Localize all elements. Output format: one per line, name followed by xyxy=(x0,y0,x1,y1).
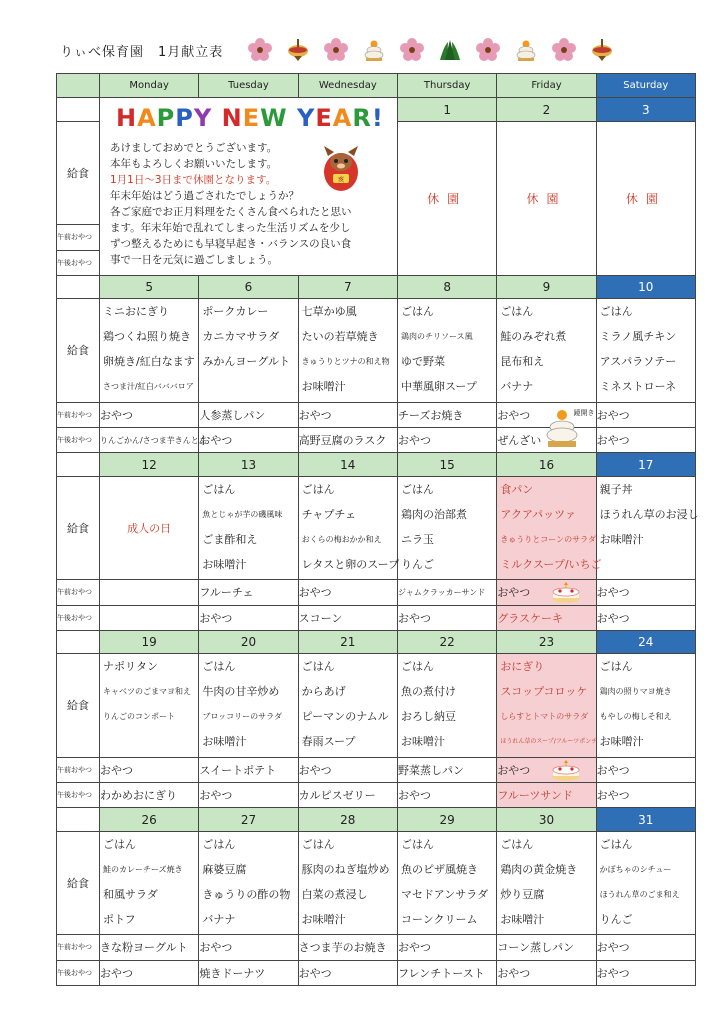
menu-item: お味噌汁 xyxy=(202,735,247,749)
birthday-cake-icon xyxy=(550,582,582,604)
new-year-greeting xyxy=(100,98,398,276)
bamboo-icon xyxy=(438,38,462,62)
am-snack: おやつ xyxy=(199,935,298,960)
date-number: 6 xyxy=(199,275,298,298)
menu-item: バナナ xyxy=(202,912,236,926)
am-snack: フルーチェ xyxy=(199,580,298,605)
menu-item: ほうれん草のごま和え xyxy=(599,889,680,899)
menu-item xyxy=(597,552,695,577)
menu-item xyxy=(100,729,198,754)
kagami-label: 鏡開き xyxy=(573,408,595,417)
menu-item: お味噌汁 xyxy=(301,380,346,394)
menu-item: ミネストローネ xyxy=(599,380,677,394)
menu-item: ごはん xyxy=(103,837,136,851)
flower-icon xyxy=(552,38,576,62)
am-snack: おやつ xyxy=(298,757,397,782)
row-label-pm-snack: 午後おやつ xyxy=(57,428,100,453)
date-number: 13 xyxy=(199,453,298,476)
date-number: 3 xyxy=(596,98,695,121)
day-header: Tuesday xyxy=(199,74,298,98)
menu-item: コーンクリーム xyxy=(400,912,478,926)
am-snack: おやつ xyxy=(596,402,695,427)
date-number: 19 xyxy=(100,630,199,653)
menu-item: ごはん xyxy=(599,660,633,674)
date-number: 26 xyxy=(100,808,199,831)
menu-item: りんご xyxy=(599,912,633,926)
am-snack: チーズお焼き xyxy=(397,402,496,427)
lunch-cell xyxy=(497,476,602,579)
am-snack: おやつ xyxy=(497,408,531,422)
pm-snack: カルピスゼリー xyxy=(298,783,397,808)
pm-snack: おやつ xyxy=(596,605,695,630)
pm-snack: おやつ xyxy=(199,605,298,630)
menu-item: 卵焼き/紅白なます xyxy=(103,355,195,369)
menu-item: かぼちゃのシチュー xyxy=(599,864,672,874)
date-number: 28 xyxy=(298,808,397,831)
date-number: 7 xyxy=(298,275,397,298)
menu-item: 鶏肉の照りマヨ焼き xyxy=(599,687,672,697)
menu-item: ポークカレー xyxy=(202,305,269,319)
menu-item: ごま酢和え xyxy=(202,532,258,546)
menu-item: ごはん xyxy=(301,482,335,496)
date-number: 30 xyxy=(497,808,596,831)
top-icon xyxy=(286,38,310,62)
row-label-am-snack: 午前おやつ xyxy=(57,402,100,427)
pm-snack: ぜんざい xyxy=(497,428,596,453)
day-header: Monday xyxy=(100,74,199,98)
date-number: 10 xyxy=(596,275,695,298)
pm-snack: フレンチトースト xyxy=(397,960,496,985)
corner-cell xyxy=(57,74,100,98)
pm-snack xyxy=(100,605,199,630)
page-title: りぃべ保育園 1月献立表 xyxy=(60,45,224,60)
am-snack: おやつ xyxy=(397,935,496,960)
menu-item xyxy=(199,374,297,399)
date-number: 8 xyxy=(397,275,496,298)
date-number: 20 xyxy=(199,630,298,653)
menu-item: ごはん xyxy=(599,837,633,851)
date-row xyxy=(57,630,696,653)
am-snack: おやつ xyxy=(298,580,397,605)
row-label-pm-snack: 午後おやつ xyxy=(57,960,100,985)
am-snack: おやつ xyxy=(100,757,199,782)
lunch-cell xyxy=(100,831,199,934)
menu-item: お味噌汁 xyxy=(500,912,545,926)
am-snack-cell xyxy=(497,580,596,605)
lunch-cell xyxy=(596,476,699,579)
date-number: 27 xyxy=(199,808,298,831)
date-number: 2 xyxy=(497,98,596,121)
row-label-am-snack: 午前おやつ xyxy=(57,225,100,250)
greeting-title: HAPPY NEW YEAR! xyxy=(116,104,384,133)
menu-item: ごはん xyxy=(301,837,335,851)
lunch-cell xyxy=(596,831,695,934)
pm-snack: 焼きドーナツ xyxy=(199,960,298,985)
row-label-pm-snack: 午後おやつ xyxy=(57,250,100,275)
menu-item: 豚肉のねぎ塩炒め xyxy=(301,862,390,876)
day-header: Friday xyxy=(497,74,596,98)
mascot-label: 亥 xyxy=(337,175,345,184)
menu-item: チャプチェ xyxy=(301,507,356,521)
lunch-cell xyxy=(397,831,496,934)
menu-item: たいの若草焼き xyxy=(301,330,379,344)
menu-item: ごはん xyxy=(400,305,434,319)
date-number: 14 xyxy=(298,453,397,476)
holiday-label: 休園 xyxy=(397,121,496,275)
pm-snack: おやつ xyxy=(397,783,496,808)
lunch-cell xyxy=(497,299,596,402)
lunch-cell xyxy=(298,476,400,579)
menu-item: 麻婆豆腐 xyxy=(202,862,247,876)
kagami-mochi-icon xyxy=(362,38,386,62)
menu-item: ごはん xyxy=(202,482,236,496)
holiday-label: 休園 xyxy=(596,121,695,275)
row-label-pm-snack: 午後おやつ xyxy=(57,605,100,630)
menu-item: ごはん xyxy=(400,837,434,851)
menu-item: おにぎり xyxy=(500,660,545,674)
lunch-cell xyxy=(199,299,298,402)
row-label-lunch: 給食 xyxy=(57,299,100,402)
menu-item: ニラ玉 xyxy=(400,532,434,546)
row-label-lunch: 給食 xyxy=(57,654,100,757)
menu-item: 中華風卵スープ xyxy=(400,380,477,394)
menu-item: もやしの梅しそ和え xyxy=(599,712,672,722)
menu-item: ごはん xyxy=(202,660,236,674)
menu-item: バナナ xyxy=(500,380,534,394)
row-label-lunch: 給食 xyxy=(57,831,100,934)
lunch-cell xyxy=(199,476,298,579)
menu-item: 和風サラダ xyxy=(103,887,158,901)
row-label-lunch: 給食 xyxy=(57,476,100,579)
menu-item: きゅうりの酢の物 xyxy=(202,887,291,901)
am-snack: おやつ xyxy=(100,402,199,427)
menu-item: ミラノ風チキン xyxy=(599,330,677,344)
pm-snack: おやつ xyxy=(199,783,298,808)
menu-calendar xyxy=(56,73,699,986)
menu-item: 鶏つくね照り焼き xyxy=(103,330,191,344)
menu-item: きゅうりとツナの和え物 xyxy=(301,357,390,367)
lunch-cell xyxy=(497,831,596,934)
pm-snack: 高野豆腐のラスク xyxy=(298,428,397,453)
menu-item: 炒り豆腐 xyxy=(500,887,545,901)
pm-snack: おやつ xyxy=(199,428,298,453)
am-snack: おやつ xyxy=(298,402,397,427)
menu-item: お味噌汁 xyxy=(301,912,346,926)
menu-item: ごはん xyxy=(500,305,534,319)
flower-icon xyxy=(324,38,348,62)
am-snack: スイートポテト xyxy=(199,757,298,782)
pm-snack: おやつ xyxy=(397,428,496,453)
menu-item: ごはん xyxy=(202,837,236,851)
menu-item: きゅうりとコーンのサラダ xyxy=(500,534,597,544)
menu-item: ほうれん草のお浸し xyxy=(599,507,699,521)
date-number: 1 xyxy=(397,98,496,121)
date-number: 24 xyxy=(596,630,695,653)
pm-snack: おやつ xyxy=(596,960,695,985)
top-icon xyxy=(590,38,614,62)
pm-snack: おやつ xyxy=(298,960,397,985)
lunch-cell xyxy=(397,299,496,402)
date-row xyxy=(57,275,696,298)
row-label-am-snack: 午前おやつ xyxy=(57,935,100,960)
birthday-cake-icon xyxy=(550,760,582,782)
menu-item: 魚のピザ風焼き xyxy=(400,862,478,876)
menu-item: 鮭のカレーチーズ焼き xyxy=(103,864,183,874)
date-number: 21 xyxy=(298,630,397,653)
day-header-row xyxy=(57,74,696,98)
menu-item: しらすとトマトのサラダ xyxy=(500,712,589,722)
date-number: 5 xyxy=(100,275,199,298)
am-snack: おやつ xyxy=(596,935,695,960)
lunch-cell xyxy=(298,654,397,757)
boar-daruma-icon xyxy=(320,144,362,192)
menu-item: ピーマンのナムル xyxy=(301,710,389,724)
menu-item: 魚の煮付け xyxy=(400,685,456,699)
lunch-cell xyxy=(199,654,298,757)
menu-item: ブロッコリーのサラダ xyxy=(202,712,283,722)
pm-snack: おやつ xyxy=(596,783,695,808)
menu-item: 鶏肉の治部煮 xyxy=(400,507,467,521)
row-label-lunch: 給食 xyxy=(57,121,100,224)
menu-item: 牛肉の甘辛炒め xyxy=(202,685,280,699)
row-label-am-snack: 午前おやつ xyxy=(57,580,100,605)
flower-icon xyxy=(476,38,500,62)
menu-item: ほうれん草のスープ/フルーツポンチ xyxy=(500,738,598,746)
am-snack: ジャムクラッカーサンド xyxy=(397,580,496,605)
date-number: 29 xyxy=(397,808,496,831)
menu-item: 七草かゆ風 xyxy=(301,305,357,319)
menu-item: 春雨スープ xyxy=(301,735,356,749)
menu-item: アスパラソテー xyxy=(599,355,677,369)
menu-item: 白菜の煮浸し xyxy=(301,887,368,901)
pm-snack: スコーン xyxy=(298,605,397,630)
menu-item: さつま汁/紅白バババロア xyxy=(103,382,194,392)
lunch-cell xyxy=(100,654,199,757)
menu-item: カニカマサラダ xyxy=(202,330,280,344)
date-number: 31 xyxy=(596,808,695,831)
am-snack: さつま芋のお焼き xyxy=(298,935,397,960)
menu-item: 鶏肉の黄金焼き xyxy=(500,862,578,876)
page-header xyxy=(60,38,700,64)
menu-item: お味噌汁 xyxy=(599,735,644,749)
menu-item: ごはん xyxy=(301,660,335,674)
am-snack: おやつ xyxy=(596,580,695,605)
menu-item: キャベツのごまマヨ和え xyxy=(103,687,191,697)
kagami-mochi-icon xyxy=(546,403,595,451)
menu-item: 食パン xyxy=(500,482,534,496)
pm-snack: おやつ xyxy=(397,605,496,630)
date-number: 9 xyxy=(497,275,596,298)
menu-item: ごはん xyxy=(500,837,534,851)
menu-item: ゆで野菜 xyxy=(400,355,445,369)
menu-item: みかんヨーグルト xyxy=(202,355,290,369)
menu-item: 鮭のみぞれ煮 xyxy=(500,330,567,344)
am-snack: コーン蒸しパン xyxy=(497,935,596,960)
pm-snack: わかめおにぎり xyxy=(100,783,199,808)
menu-item: スコップコロッケ xyxy=(500,685,588,699)
menu-item: アクアパッツァ xyxy=(500,507,576,521)
menu-item: 鶏肉のチリソース風 xyxy=(400,332,473,342)
lunch-cell xyxy=(397,476,496,579)
menu-item: からあげ xyxy=(301,685,346,699)
lunch-cell xyxy=(100,299,199,402)
am-snack: おやつ xyxy=(497,586,531,600)
menu-item: ごはん xyxy=(599,305,633,319)
am-snack-cell xyxy=(497,402,596,427)
menu-item: マセドアンサラダ xyxy=(400,887,489,901)
am-snack: きな粉ヨーグルト xyxy=(100,935,199,960)
menu-item: お味噌汁 xyxy=(599,532,644,546)
menu-item: ナポリタン xyxy=(103,660,158,674)
pm-snack: おやつ xyxy=(100,960,199,985)
pm-snack: りんごかん/さつま芋きんとん xyxy=(100,428,199,453)
date-number: 15 xyxy=(397,453,496,476)
day-header: Wednesday xyxy=(298,74,397,98)
holiday-label: 休園 xyxy=(497,121,596,275)
date-row xyxy=(57,453,696,476)
menu-item: 親子丼 xyxy=(599,482,633,496)
flower-icon xyxy=(400,38,424,62)
am-snack: おやつ xyxy=(596,757,695,782)
greeting-text: あけましておめでとうございます。 本年もよろしくお願いいたします。 1月1日～3日まで休園となります。 年末年始はどう過ごされたでしょうか？ 各ご家庭でお正月料理をたくさん食べられたと思い ます。年末年始で乱れてしまった生活リズムを少し ずつ整えるためにも早寝早起き・バランスの良い食 事で一日を元気に過ごしましょう。 xyxy=(110,142,352,267)
pm-snack: グラスケーキ xyxy=(497,605,596,630)
menu-item: おくらの梅おかか和え xyxy=(301,534,382,544)
am-snack: おやつ xyxy=(497,763,531,777)
flower-icon xyxy=(248,38,272,62)
date-row xyxy=(57,98,696,121)
am-snack xyxy=(100,580,199,605)
menu-item: ポトフ xyxy=(103,912,136,926)
pm-snack: おやつ xyxy=(596,428,695,453)
day-header: Saturday xyxy=(596,74,695,98)
date-number: 12 xyxy=(100,453,199,476)
date-number: 22 xyxy=(397,630,496,653)
row-label-pm-snack: 午後おやつ xyxy=(57,783,100,808)
pm-snack: おやつ xyxy=(497,960,596,985)
menu-item: おろし納豆 xyxy=(400,710,456,724)
am-snack: 野菜蒸しパン xyxy=(397,757,496,782)
am-snack-cell xyxy=(497,757,596,782)
lunch-cell xyxy=(596,654,695,757)
menu-item: りんご xyxy=(400,557,434,571)
date-number: 16 xyxy=(497,453,596,476)
menu-item: 魚とじゃが芋の磯風味 xyxy=(202,509,283,519)
date-row xyxy=(57,808,696,831)
lunch-cell xyxy=(199,831,298,934)
lunch-cell xyxy=(298,299,397,402)
menu-item: ミルクスープ/いちご xyxy=(500,557,602,571)
menu-item: ごはん xyxy=(400,482,434,496)
menu-item: ごはん xyxy=(400,660,434,674)
menu-item: お味噌汁 xyxy=(202,557,247,571)
row-label-am-snack: 午前おやつ xyxy=(57,757,100,782)
menu-item: 昆布和え xyxy=(500,355,545,369)
pm-snack: フルーツサンド xyxy=(497,783,596,808)
date-number: 23 xyxy=(497,630,596,653)
lunch-cell xyxy=(497,654,596,757)
lunch-cell xyxy=(298,831,397,934)
am-snack: 人参蒸しパン xyxy=(199,402,298,427)
menu-item: レタスと卵のスープ xyxy=(301,557,400,571)
menu-item: ミニおにぎり xyxy=(103,305,169,319)
menu-item: お味噌汁 xyxy=(400,735,445,749)
holiday-label: 成人の日 xyxy=(100,476,199,579)
lunch-cell xyxy=(596,299,695,402)
menu-item: りんごのコンポート xyxy=(103,712,175,722)
kagami-mochi-icon xyxy=(514,38,538,62)
date-number: 17 xyxy=(596,453,695,476)
lunch-cell xyxy=(397,654,496,757)
day-header: Thursday xyxy=(397,74,496,98)
